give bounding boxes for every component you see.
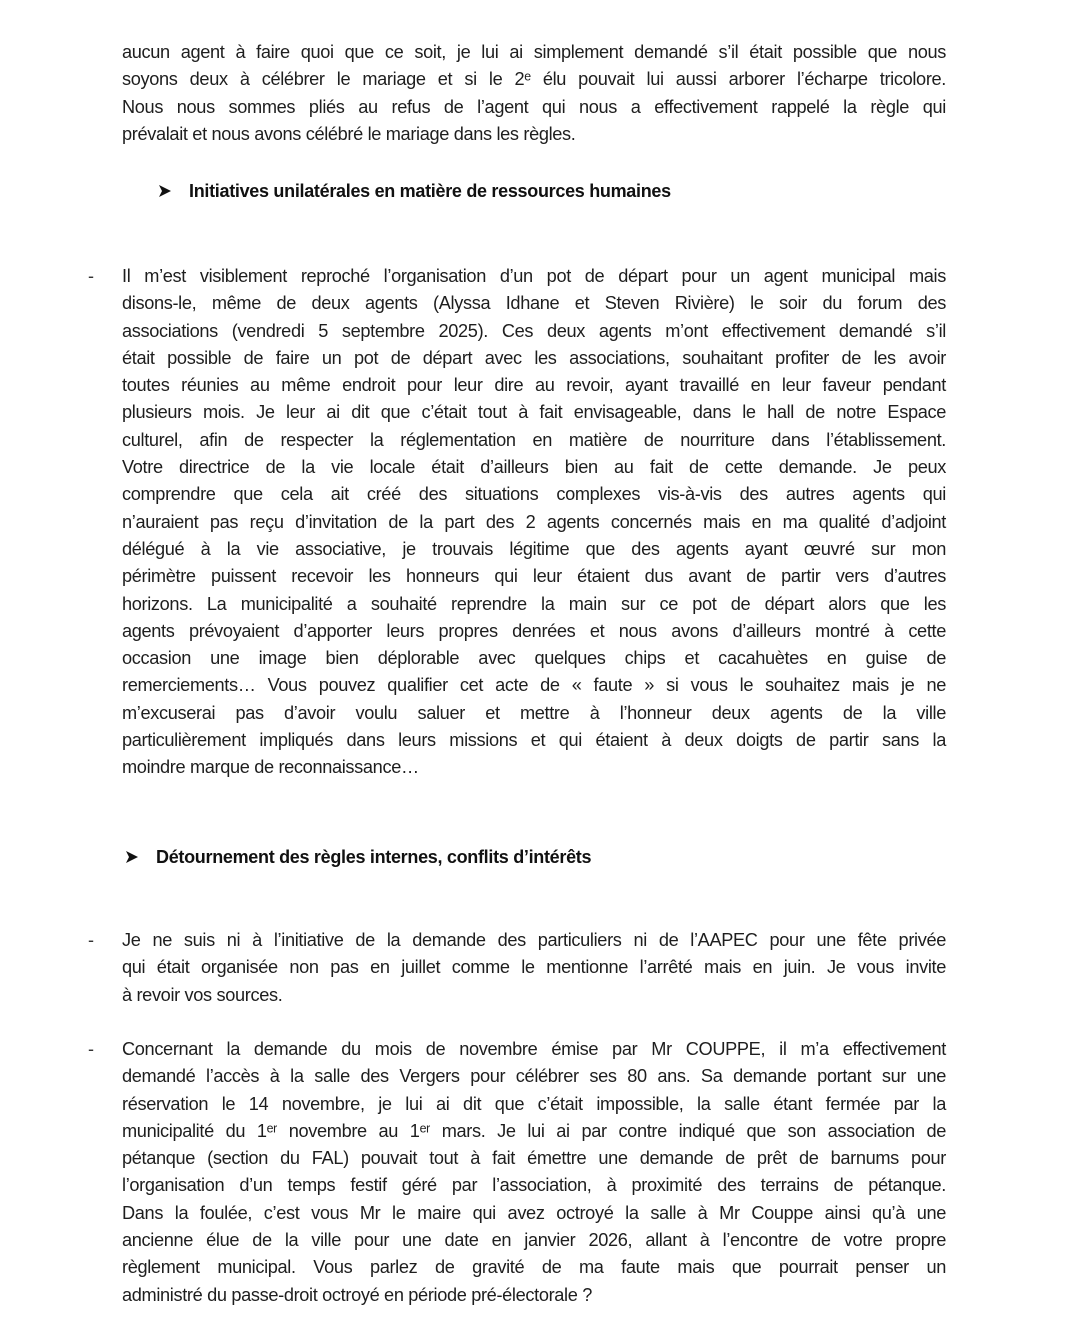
text-line: municipalité du 1ᵉʳ novembre au 1ᵉʳ mars. Je lui ai par contre indiqué que son association de: [122, 1120, 946, 1141]
text-line: prévalait et nous avons célébré le mariage dans les règles.: [122, 123, 576, 144]
text-line: toutes réunies au même endroit pour leur dire au revoir, ayant travaillé en leur faveur pendant: [122, 375, 946, 396]
text-line: périmètre puissent recevoir les honneurs qui leur étaient dus avant de partir vers d’autres: [122, 566, 946, 587]
text-line: règlement municipal. Vous parlez de gravité de ma faute mais que pourrait penser un: [122, 1257, 946, 1278]
text-line: occasion une image bien déplorable avec quelques chips et cacahuètes en guise de: [122, 648, 946, 669]
arrowhead-bullet-icon: [125, 850, 139, 864]
text-line: Nous nous sommes pliés au refus de l’agent qui nous a effectivement rappelé la règle qui: [122, 96, 946, 117]
text-line: pétanque (section du FAL) pouvait tout à fait émettre une demande de prêt de barnums pour: [122, 1148, 946, 1169]
list-item: [122, 927, 946, 1009]
text-line: réservation le 14 novembre, je lui ai dit que c’était impossible, la salle étant fermée par la: [122, 1093, 946, 1114]
intro-paragraph: [122, 39, 946, 148]
text-line: Dans la foulée, c’est vous Mr le maire qui avez octroyé la salle à Mr Couppe ainsi qu’à une: [122, 1202, 946, 1223]
text-line: soyons deux à célébrer le mariage et si le 2ᵉ élu pouvait lui aussi arborer l’écharpe tricolore.: [122, 69, 946, 90]
text-line: particulièrement impliqués dans leurs missions et qui étaient à deux doigts de partir sans la: [122, 730, 946, 751]
text-line: était possible de faire un pot de départ avec les associations, souhaitant profiter de les avoir: [122, 347, 946, 368]
text-line: agents prévoyaient d’apporter leurs propres denrées et nous avons d’ailleurs montré à cette: [122, 620, 946, 641]
text-line: associations (vendredi 5 septembre 2025). Ces deux agents m’ont effectivement demandé s’il: [122, 320, 946, 341]
text-line: ancienne élue de la ville pour une date en janvier 2026, allant à l’encontre de votre propre: [122, 1230, 946, 1251]
list-item: [122, 1036, 946, 1309]
list-marker: -: [88, 930, 94, 950]
text-line: remerciements… Vous pouvez qualifier cet acte de « faute » si vous le souhaitez mais je ne: [122, 675, 946, 696]
text-line: Votre directrice de la vie locale était d’ailleurs bien au fait de cette demande. Je peux: [122, 457, 946, 478]
text-line: horizons. La municipalité a souhaité reprendre la main sur ce pot de départ alors que les: [122, 593, 946, 614]
list-marker: -: [88, 266, 94, 286]
text-line: aucun agent à faire quoi que ce soit, je lui ai simplement demandé s’il était possible que nous: [122, 42, 946, 62]
text-line: moindre marque de reconnaissance…: [122, 757, 419, 778]
text-line: l’organisation d’un temps festif géré par l’association, à proximité des terrains de pétanque.: [122, 1175, 946, 1196]
section-heading-hr: Initiatives unilatérales en matière de ressources humaines: [189, 181, 671, 201]
text-line: m’excuserai pas d’avoir voulu saluer et mettre à l’honneur deux agents de la ville: [122, 702, 946, 723]
list-marker: -: [88, 1039, 94, 1059]
text-line: à revoir vos sources.: [122, 984, 283, 1005]
text-line: Je ne suis ni à l’initiative de la demande des particuliers ni de l’AAPEC pour une fête privée: [122, 930, 946, 950]
text-line: Il m’est visiblement reproché l’organisation d’un pot de départ pour un agent municipal mais: [122, 266, 946, 286]
arrowhead-bullet-icon: [158, 184, 172, 198]
text-line: Concernant la demande du mois de novembre émise par Mr COUPPE, il m’a effectivement: [122, 1039, 946, 1059]
text-line: délégué à la vie associative, je trouvais légitime que des agents ayant œuvré sur mon: [122, 538, 946, 559]
section-heading-conflicts: Détournement des règles internes, conflits d’intérêts: [156, 847, 592, 867]
list-item: [122, 263, 946, 782]
text-line: qui était organisée non pas en juillet comme le mentionne l’arrêté mais en juin. Je vous invite: [122, 957, 946, 978]
text-line: plusieurs mois. Je leur ai dit que c’était tout à fait envisageable, dans le hall de notre Espace: [122, 402, 946, 423]
text-line: disons-le, même de deux agents (Alyssa Idhane et Steven Rivière) le soir du forum des: [122, 293, 946, 314]
text-line: administré du passe-droit octroyé en période pré-électorale ?: [122, 1284, 592, 1305]
text-line: demandé l’accès à la salle des Vergers pour célébrer ses 80 ans. Sa demande portant sur une: [122, 1066, 946, 1087]
text-line: n’auraient pas reçu d’invitation de la part des 2 agents concernés mais en ma qualité d’adjoint: [122, 511, 946, 532]
text-line: culturel, afin de respecter la réglementation en matière de nourriture dans l’établissement.: [122, 429, 946, 450]
text-line: comprendre que cela ait créé des situations complexes vis-à-vis des autres agents qui: [122, 484, 946, 505]
